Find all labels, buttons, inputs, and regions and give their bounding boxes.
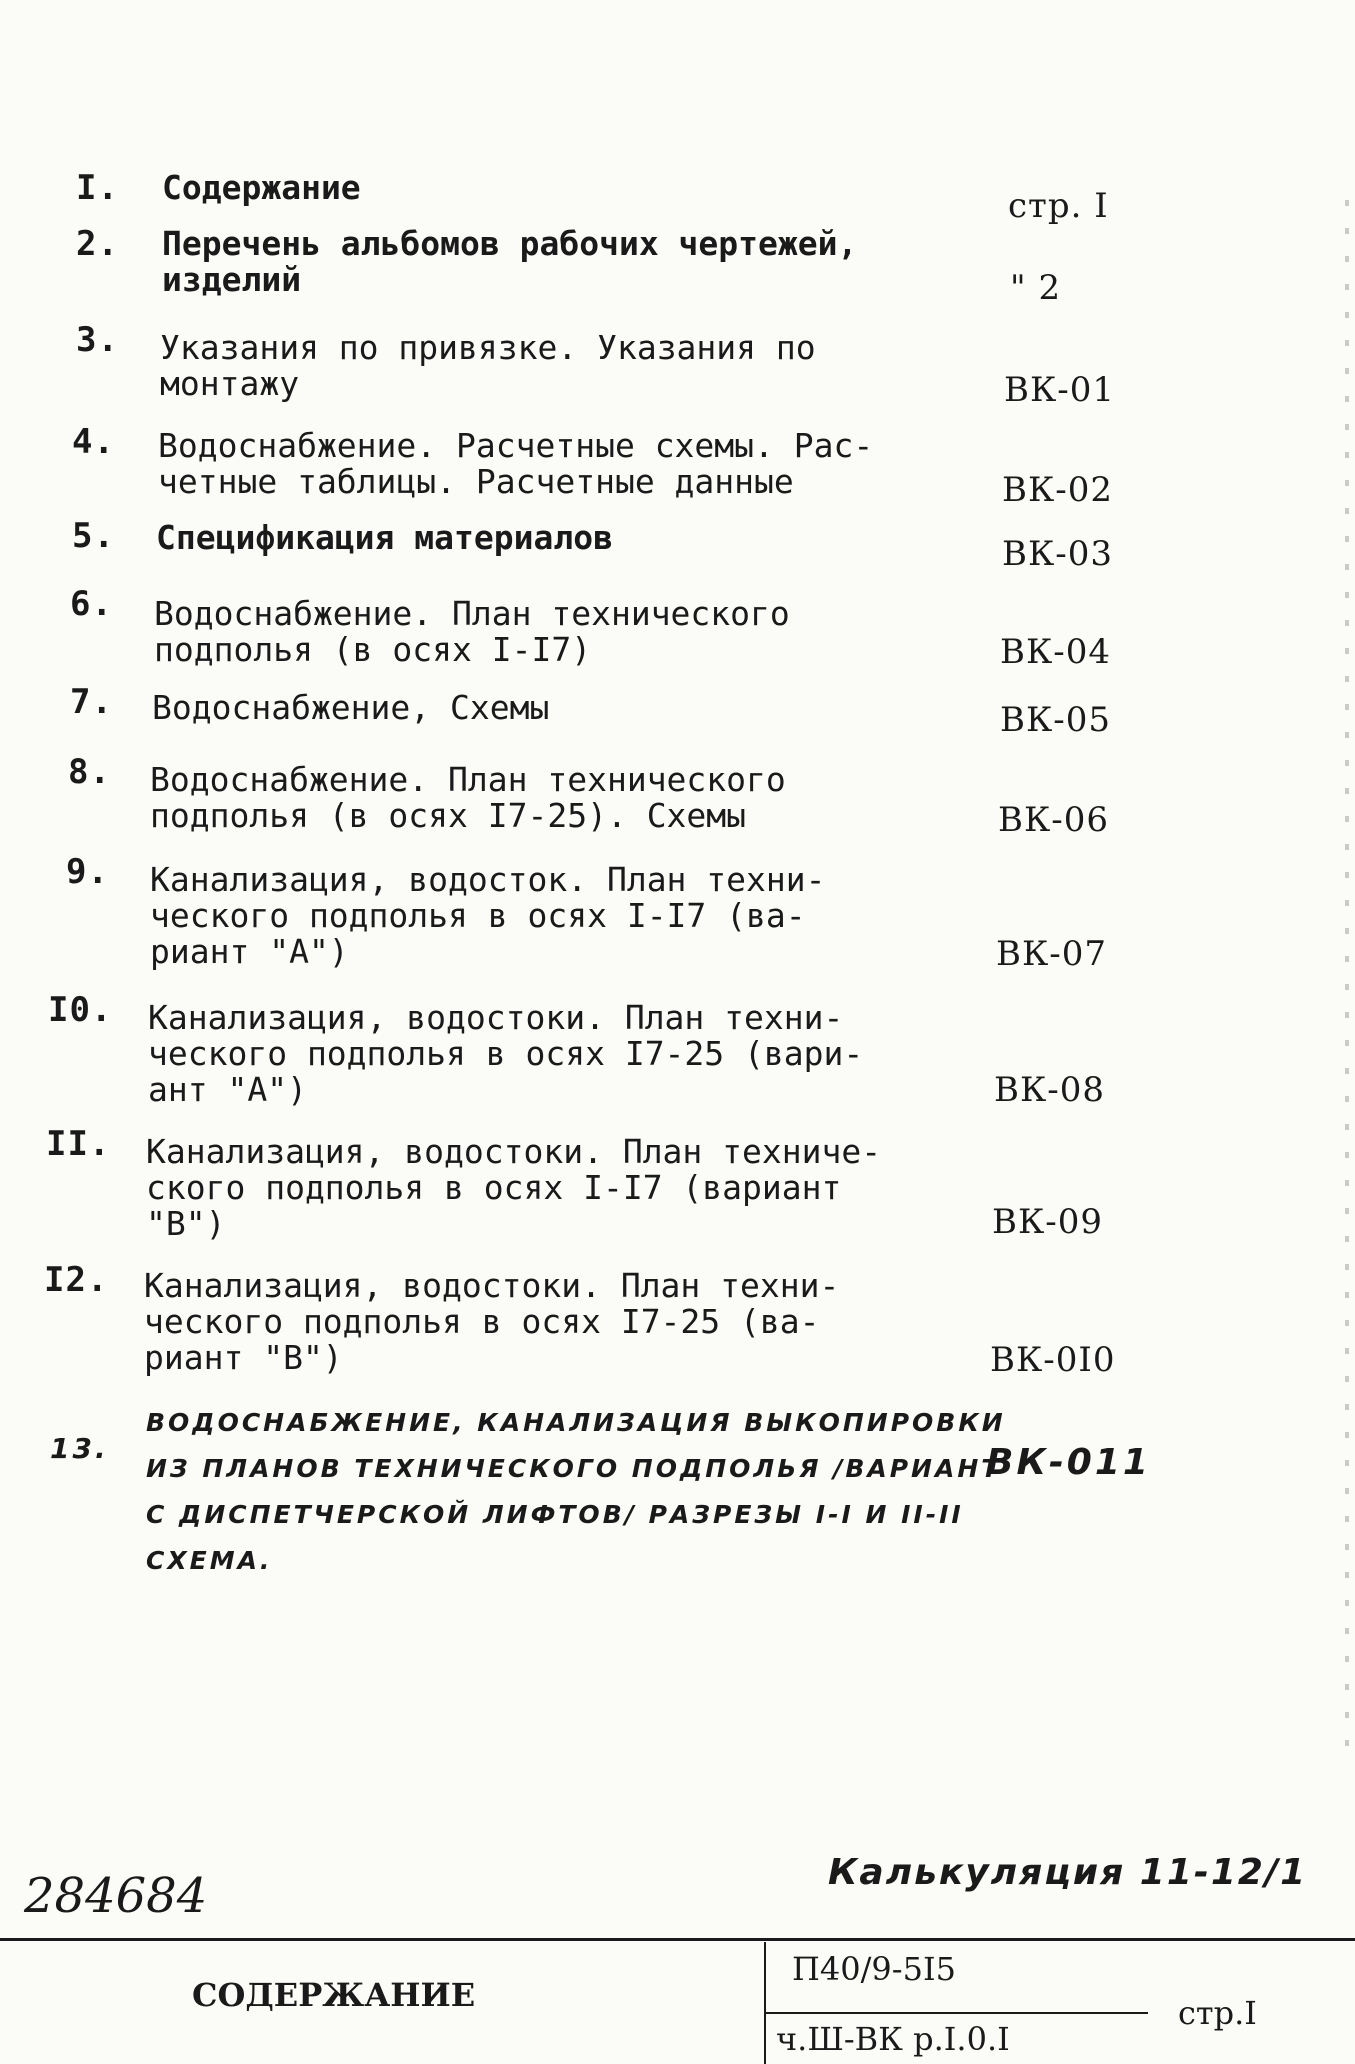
- entry-number: I2.: [44, 1260, 109, 1300]
- footer-inner-rule: [766, 2012, 1148, 2014]
- entry-code: ВК-03: [1002, 534, 1114, 574]
- entry-title: Спецификация материалов: [156, 518, 613, 557]
- entry-number: 5.: [72, 516, 115, 556]
- entry-code: ВК-01: [1004, 370, 1116, 410]
- entry-title: ВОДОСНАБЖЕНИЕ, КАНАЛИЗАЦИЯ ВЫКОПИРОВКИ ИЗ ПЛАНОВ ТЕХНИЧЕСКОГО ПОДПОЛЬЯ /ВАРИАНТ С ДИСПЕТЧЕРСКОЙ ЛИФТОВ/ РАЗРЕЗЫ I-I И II-II СХЕМА.: [146, 1408, 1006, 1575]
- entry-title: Канализация, водосток. План техни- ческого подполья в осях I-I7 (ва- риант "А"): [150, 860, 826, 971]
- entry-code: стр. I: [1008, 186, 1109, 226]
- entry-code: ВК-09: [992, 1202, 1104, 1242]
- entry-title: Перечень альбомов рабочих чертежей, изделий: [162, 224, 858, 299]
- entry-code: ВК-06: [998, 800, 1110, 840]
- entry-number: 4.: [72, 422, 115, 462]
- entry-number: 7.: [70, 682, 113, 722]
- entry-title: Содержание: [162, 168, 361, 207]
- entry-title: Водоснабжение, Схемы: [152, 688, 550, 727]
- entry-number: 3.: [76, 320, 119, 360]
- entry-code: ВК-04: [1000, 632, 1112, 672]
- entry-code: ВК-05: [1000, 700, 1112, 740]
- entry-title: Канализация, водостоки. План техни- ческого подполья в осях I7-25 (вари- ант "А"): [148, 998, 864, 1109]
- entry-number: 9.: [66, 852, 109, 892]
- page-edge-marks: [1345, 200, 1349, 1760]
- entry-title: Водоснабжение. План технического подполья (в осях I-I7): [154, 594, 790, 669]
- footer-divider: [764, 1942, 766, 2064]
- part-reference: ч.Ш-ВК р.I.0.I: [776, 2020, 1010, 2058]
- entry-title: Водоснабжение. План технического подполья (в осях I7-25). Схемы: [150, 760, 786, 835]
- inventory-number: 284684: [24, 1868, 208, 1924]
- entry-number: 6.: [70, 584, 113, 624]
- entry-number: 2.: [76, 224, 119, 264]
- entry-title: Канализация, водостоки. План техни- ческого подполья в осях I7-25 (ва- риант "В"): [144, 1266, 840, 1377]
- entry-title: Указания по привязке. Указания по монтажу: [160, 328, 816, 403]
- entry-title: Канализация, водостоки. План техниче- ского подполья в осях I-I7 (вариант "В"): [146, 1132, 882, 1243]
- entry-number: II.: [46, 1124, 111, 1164]
- entry-code: ВК-011: [986, 1442, 1151, 1483]
- entry-code: " 2: [1010, 268, 1062, 308]
- entry-number: 8.: [68, 752, 111, 792]
- entry-number: 13.: [50, 1432, 109, 1465]
- entry-number: I.: [76, 168, 119, 208]
- document-code: П40/9-5I5: [792, 1950, 956, 1988]
- entry-title: Водоснабжение. Расчетные схемы. Рас- четные таблицы. Расчетные данные: [158, 426, 874, 501]
- entry-code: ВК-08: [994, 1070, 1106, 1110]
- page-number: стр.I: [1178, 1994, 1257, 2032]
- entry-code: ВК-0I0: [990, 1340, 1116, 1380]
- entry-number: I0.: [48, 990, 113, 1030]
- catalog-note: Калькуляция 11-12/1: [828, 1852, 1308, 1893]
- section-title: СОДЕРЖАНИЕ: [192, 1976, 476, 2014]
- entry-code: ВК-02: [1002, 470, 1114, 510]
- footer-top-rule: [0, 1938, 1355, 1941]
- entry-code: ВК-07: [996, 934, 1108, 974]
